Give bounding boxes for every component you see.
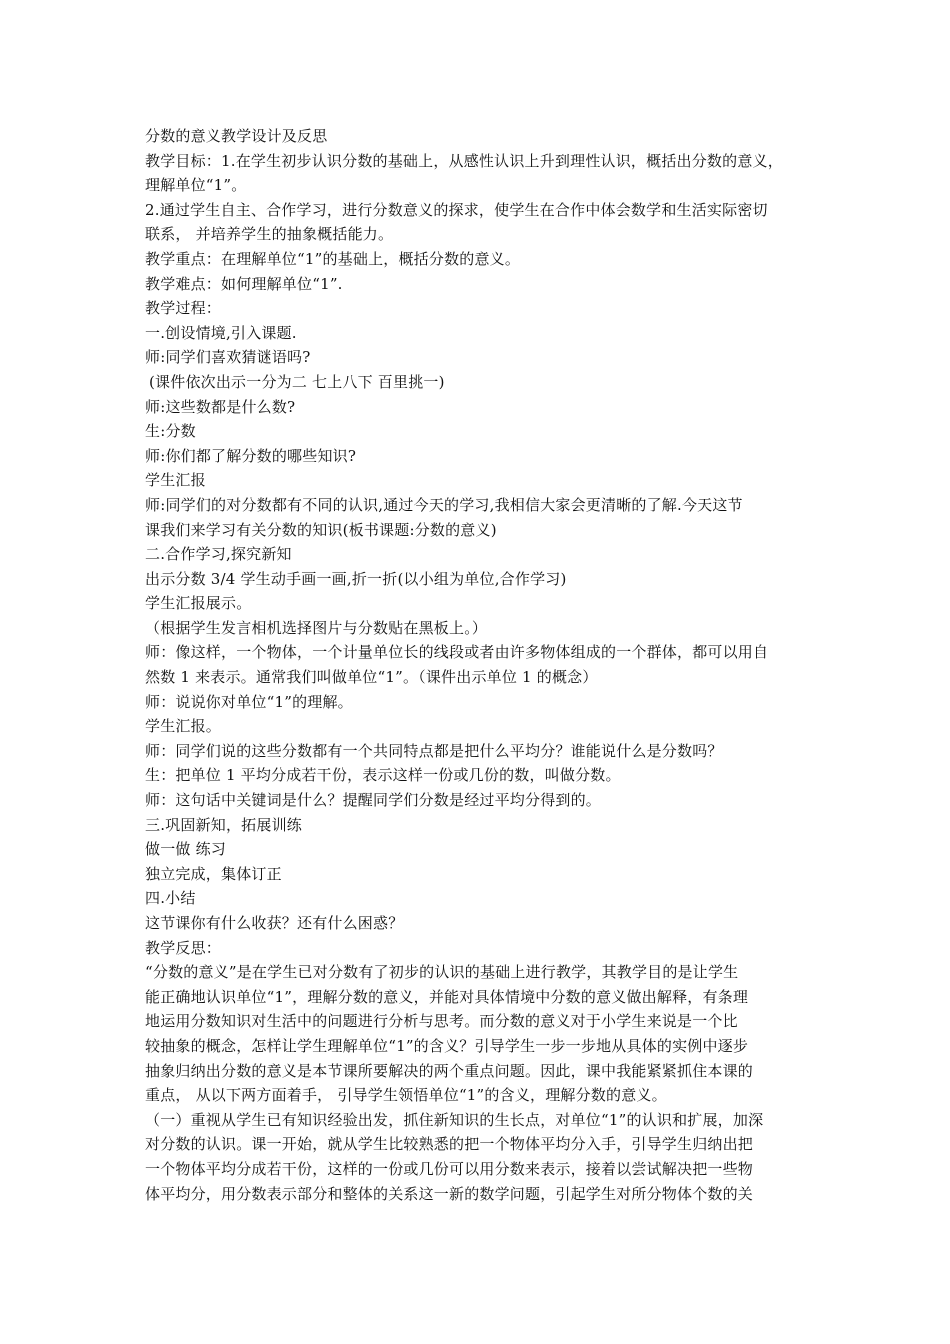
text-line: 体平均分，用分数表示部分和整体的关系这一新的数学问题，引起学生对所分物体个数的关: [145, 1184, 754, 1203]
text-line: 学生汇报。: [145, 717, 222, 736]
text-line: 师：同学们说的这些分数都有一个共同特点都是把什么平均分？谁能说什么是分数吗？: [145, 741, 723, 760]
text-line: 独立完成，集体订正: [145, 864, 282, 883]
text-line: 师:这些数都是什么数?: [145, 397, 296, 416]
text-line: 师：像这样，一个物体，一个计量单位长的线段或者由许多物体组成的一个群体，都可以用自: [145, 643, 769, 662]
section-heading: 一.创设情境,引入课题.: [145, 323, 297, 342]
text-line: “分数的意义”是在学生已对分数有了初步的认识的基础上进行教学，其教学目的是让学生: [145, 963, 739, 982]
text-line: 抽象归纳出分数的意义是本节课所要解决的两个重点问题。因此，课中我能紧紧抓住本课的: [145, 1061, 754, 1080]
text-line: 学生汇报展示。: [145, 594, 252, 613]
text-line: 师：说说你对单位“1”的理解。: [145, 692, 353, 711]
text-line: 一个物体平均分成若干份，这样的一份或几份可以用分数来表示，接着以尝试解决把一些物: [145, 1159, 754, 1178]
text-line: (课件依次出示一分为二 七上八下 百里挑一): [149, 372, 445, 391]
text-line: 2.通过学生自主、合作学习，进行分数意义的探求，使学生在合作中体会数学和生活实际密切: [145, 200, 768, 219]
text-line: 地运用分数知识对生活中的问题进行分析与思考。而分数的意义对于小学生来说是一个比: [145, 1012, 738, 1031]
text-line: 联系， 并培养学生的抽象概括能力。: [145, 225, 394, 244]
text-line: 对分数的认识。课一开始，就从学生比较熟悉的把一个物体平均分入手，引导学生归纳出把: [145, 1135, 754, 1154]
section-heading: 二.合作学习,探究新知: [145, 545, 292, 564]
text-line: 师：这句话中关键词是什么？提醒同学们分数是经过平均分得到的。: [145, 791, 602, 810]
document-page: [145, 124, 817, 1206]
section-heading: 教学过程：: [145, 299, 222, 318]
text-line: （根据学生发言相机选择图片与分数贴在黑板上。）: [145, 618, 488, 637]
text-line: 重点， 从以下两方面着手， 引导学生领悟单位“1”的含义，理解分数的意义。: [145, 1086, 667, 1105]
document-title: 分数的意义教学设计及反思: [145, 127, 328, 145]
text-line: 能正确地认识单位“1”，理解分数的意义，并能对具体情境中分数的意义做出解释，有条理: [145, 987, 749, 1006]
section-heading: 三.巩固新知，拓展训练: [145, 815, 302, 834]
text-line: 做一做 练习: [145, 840, 226, 859]
text-line: 师:同学们的对分数都有不同的认识,通过今天的学习,我相信大家会更清晰的了解.今天这节: [145, 495, 743, 514]
text-line: 课我们来学习有关分数的知识(板书课题:分数的意义): [145, 520, 497, 539]
text-line: 然数 1 来表示。通常我们叫做单位“1”。（课件出示单位 1 的概念）: [145, 668, 598, 687]
text-line: 师:你们都了解分数的哪些知识?: [145, 446, 357, 465]
section-heading: 教学反思：: [145, 938, 222, 957]
text-line: 生：把单位 1 平均分成若干份，表示这样一份或几份的数，叫做分数。: [145, 766, 621, 785]
text-line: 教学重点：在理解单位“1”的基础上，概括分数的意义。: [145, 249, 521, 268]
text-line: 学生汇报: [145, 471, 206, 490]
text-line: 教学目标：1.在学生初步认识分数的基础上，从感性认识上升到理性认识，概括出分数的意义，: [145, 151, 783, 170]
text-line: 教学难点：如何理解单位“1”.: [145, 274, 343, 293]
text-line: 生:分数: [145, 422, 196, 441]
section-heading: 四.小结: [145, 889, 196, 908]
text-line: 理解单位“1”。: [145, 176, 247, 195]
text-line: 这节课你有什么收获？还有什么困惑？: [145, 914, 404, 932]
text-line: 师:同学们喜欢猜谜语吗?: [145, 348, 311, 367]
text-line: （一）重视从学生已有知识经验出发，抓住新知识的生长点，对单位“1”的认识和扩展，加深: [145, 1110, 764, 1129]
text-line: 出示分数 3/4 学生动手画一画,折一折(以小组为单位,合作学习): [145, 569, 567, 588]
text-line: 较抽象的概念，怎样让学生理解单位“1”的含义？引导学生一步一步地从具体的实例中逐步: [145, 1036, 749, 1055]
